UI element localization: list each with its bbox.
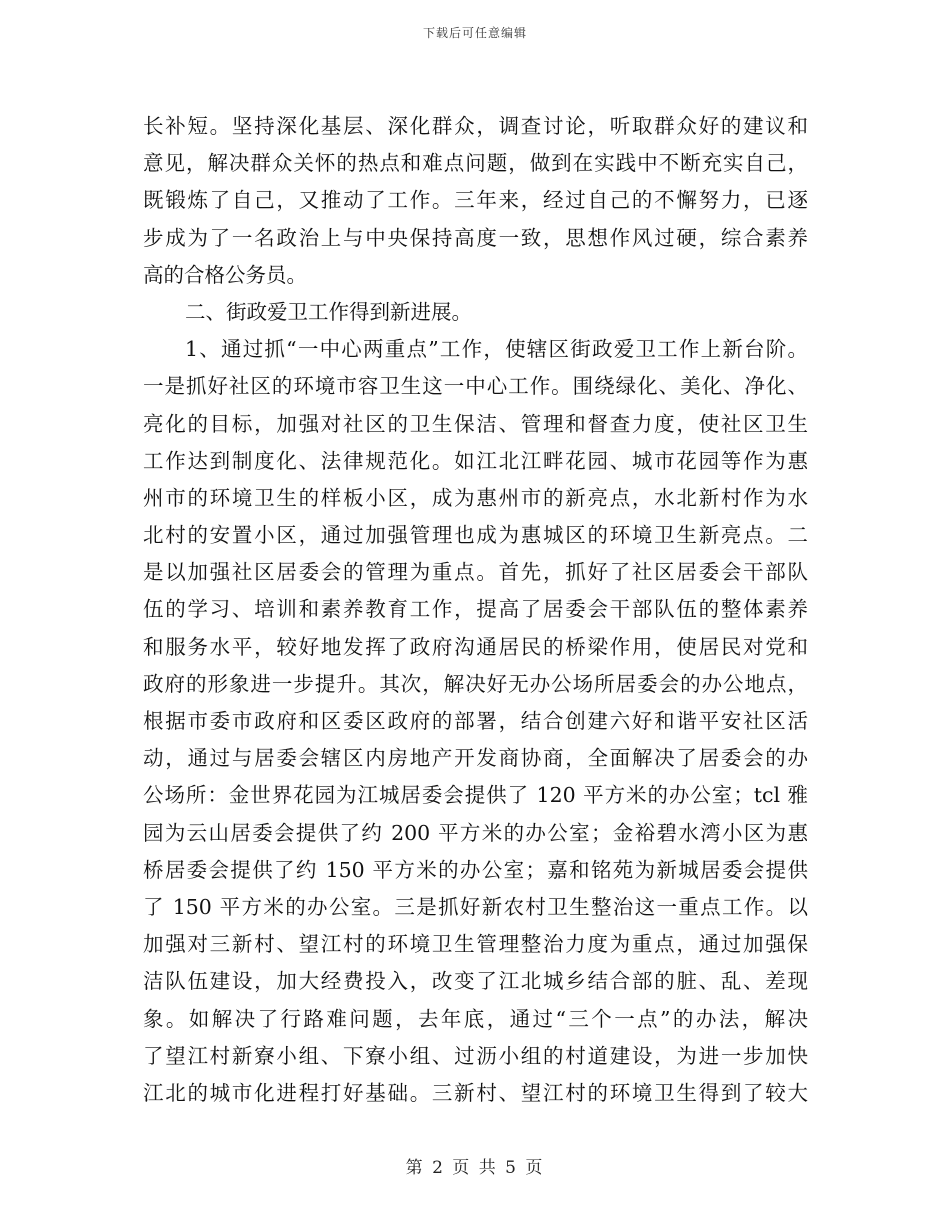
page-header: 下载后可任意编辑 [422,26,527,40]
text-line: 北村的安置小区，通过加强管理也成为惠城区的环境卫生新亮点。二 [143,523,808,548]
text-line: 意见，解决群众关怀的热点和难点问题，做到在实践中不断充实自己， [143,151,808,176]
text-line: 洁队伍建设，加大经费投入，改变了江北城乡结合部的脏、乱、差现 [143,969,808,994]
text-line: 亮化的目标，加强对社区的卫生保洁、管理和督查力度，使社区卫生 [143,411,808,436]
text-line: 是以加强社区居委会的管理为重点。首先，抓好了社区居委会干部队 [143,560,808,585]
document-body [143,108,808,1112]
text-line: 步成为了一名政治上与中央保持高度一致，思想作风过硬，综合素养 [143,225,808,250]
text-line: 州市的环境卫生的样板小区，成为惠州市的新亮点，水北新村作为水 [143,485,808,510]
text-line: 园为云山居委会提供了约 200 平方米的办公室；金裕碧水湾小区为惠 [143,820,808,845]
text-line: 长补短。坚持深化基层、深化群众，调查讨论，听取群众好的建议和 [143,114,808,138]
text-line: 工作达到制度化、法律规范化。如江北江畔花园、城市花园等作为惠 [143,448,808,473]
text-line: 江北的城市化进程打好基础。三新村、望江村的环境卫生得到了较大 [143,1080,808,1105]
text-line: 加强对三新村、望江村的环境卫生管理整治力度为重点，通过加强保 [143,932,808,957]
text-line: 根据市委市政府和区委区政府的部署，结合创建六好和谐平安社区活 [143,709,808,733]
text-line: 高的合格公务员。 [143,262,307,287]
text-line: 了 150 平方米的办公室。三是抓好新农村卫生整治这一重点工作。以 [143,894,808,919]
page-footer: 第 2 页 共 5 页 [405,1158,545,1178]
text-line: 一是抓好社区的环境市容卫生这一中心工作。围绕绿化、美化、净化、 [143,374,808,399]
text-line: 公场所：金世界花园为江城居委会提供了 120 平方米的办公室；tcl 雅 [143,783,808,808]
text-line: 既锻炼了自己，又推动了工作。三年来，经过自己的不懈努力，已逐 [143,188,808,213]
text-line: 和服务水平，较好地发挥了政府沟通居民的桥梁作用，使居民对党和 [143,634,808,659]
text-line: 政府的形象进一步提升。其次，解决好无办公场所居委会的办公地点， [143,671,808,696]
text-line: 1、通过抓“一中心两重点”工作，使辖区街政爱卫工作上新台阶。 [185,337,808,362]
text-line: 了望江村新寮小组、下寮小组、过沥小组的村道建设，为进一步加快 [143,1043,808,1068]
text-line: 桥居委会提供了约 150 平方米的办公室；嘉和铭苑为新城居委会提供 [143,857,808,882]
text-line: 动，通过与居委会辖区内房地产开发商协商，全面解决了居委会的办 [143,746,808,771]
text-line: 伍的学习、培训和素养教育工作，提高了居委会干部队伍的整体素养 [143,597,808,622]
text-line: 象。如解决了行路难问题，去年底，通过“三个一点”的办法，解决 [143,1006,808,1031]
text-line: 二、街政爱卫工作得到新进展。 [185,299,472,324]
